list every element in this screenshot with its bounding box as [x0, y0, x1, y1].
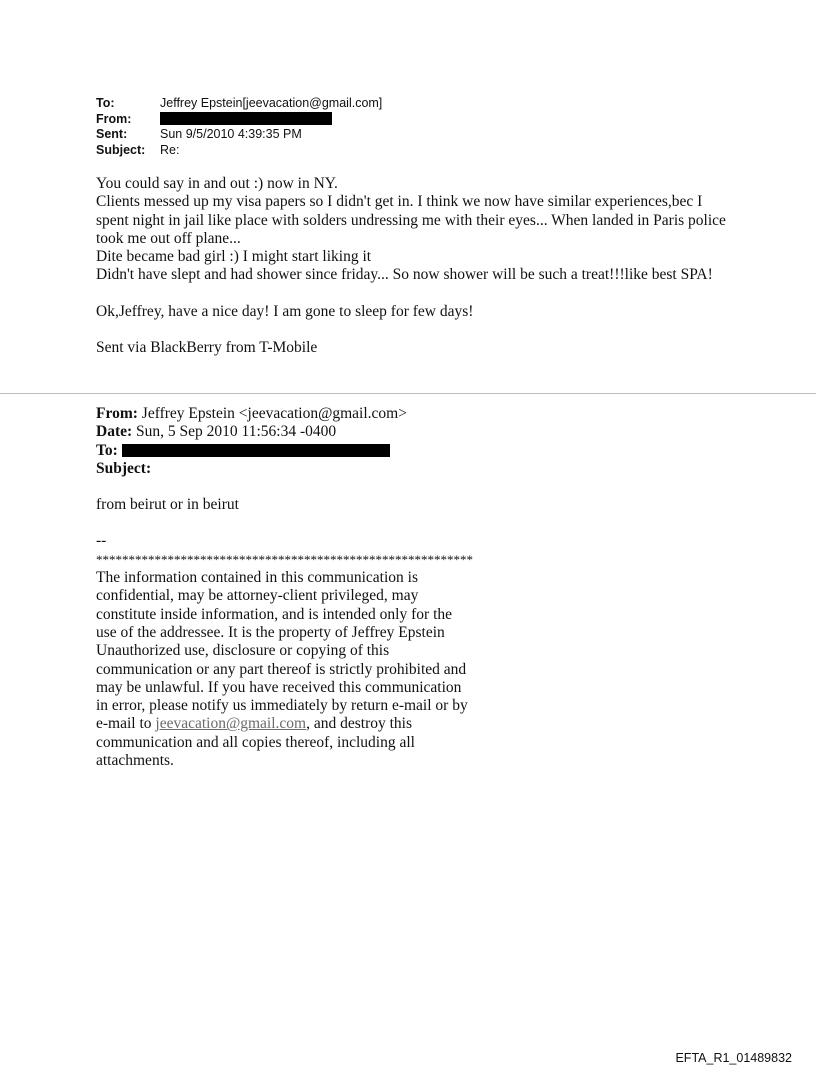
- reply-line: Clients messed up my visa papers so I didn't get in. I think we now have similar experiences,bec I spent night in jail like place with solders undressing me with their eyes... When landed in Paris police took me out off plane...: [96, 193, 726, 247]
- header-from-row: [96, 112, 382, 128]
- disclaimer-text: , and destroy this communication and all copies thereof, including all attachments.: [96, 715, 415, 770]
- disclaimer: [96, 569, 476, 770]
- email-header: [96, 96, 382, 158]
- header-sent-row: [96, 127, 382, 143]
- reply-signature: Sent via BlackBerry from T-Mobile: [96, 339, 318, 357]
- stars-separator: **********************************************************: [96, 551, 473, 567]
- from-label: From:: [96, 111, 132, 126]
- reply-body: [96, 175, 736, 357]
- quoted-to-label: To:: [96, 441, 118, 459]
- redaction-bar: [160, 112, 332, 125]
- subject-label: Subject:: [96, 142, 146, 157]
- quoted-subject-row: [96, 460, 736, 478]
- reply-line: Ok,Jeffrey, have a nice day! I am gone to sleep for few days!: [96, 302, 474, 320]
- header-subject-row: [96, 143, 382, 159]
- document-id: EFTA_R1_01489832: [675, 1051, 792, 1065]
- quoted-date-label: Date:: [96, 423, 133, 441]
- redaction-bar: [122, 444, 390, 457]
- quoted-message: [96, 405, 736, 770]
- reply-line: You could say in and out :) now in NY.: [96, 175, 338, 192]
- quoted-from-label: From:: [96, 405, 138, 422]
- reply-line: Didn't have slept and had shower since friday... So now shower will be such a treat!!!like best SPA!: [96, 266, 713, 284]
- to-label: To:: [96, 96, 115, 110]
- quoted-subject-label: Subject:: [96, 459, 152, 477]
- subject-value: Re:: [160, 142, 180, 157]
- sent-label: Sent:: [96, 127, 128, 141]
- disclaimer-text: The information contained in this communication is confidential, may be attorney-client privileged, may constitute inside information, and is intended only for the use of the addressee. It is the property of Jeffrey Epstein Unauthorized use, disclosure or copying of this communication or any part thereof is strictly prohibited and may be unlawful. If you have received this communication in error, please notify us immediately by return e-mail or by e-mail to: [96, 569, 468, 733]
- sent-value: Sun 9/5/2010 4:39:35 PM: [160, 127, 302, 141]
- quoted-from-value: Jeffrey Epstein <jeevacation@gmail.com>: [141, 405, 407, 422]
- quoted-date-value: Sun, 5 Sep 2010 11:56:34 -0400: [136, 423, 337, 441]
- reply-line: Dite became bad girl :) I might start liking it: [96, 248, 372, 266]
- message-divider: [0, 393, 816, 394]
- quoted-date-row: [96, 423, 736, 441]
- quoted-to-row: [96, 442, 736, 460]
- signature-dash: --: [96, 532, 107, 550]
- quoted-from-row: [96, 405, 736, 423]
- quoted-message-text: from beirut or in beirut: [96, 496, 239, 514]
- header-to-row: [96, 96, 382, 112]
- to-value: Jeffrey Epstein[jeevacation@gmail.com]: [160, 96, 383, 110]
- disclaimer-email-link[interactable]: jeevacation@gmail.com: [155, 715, 307, 733]
